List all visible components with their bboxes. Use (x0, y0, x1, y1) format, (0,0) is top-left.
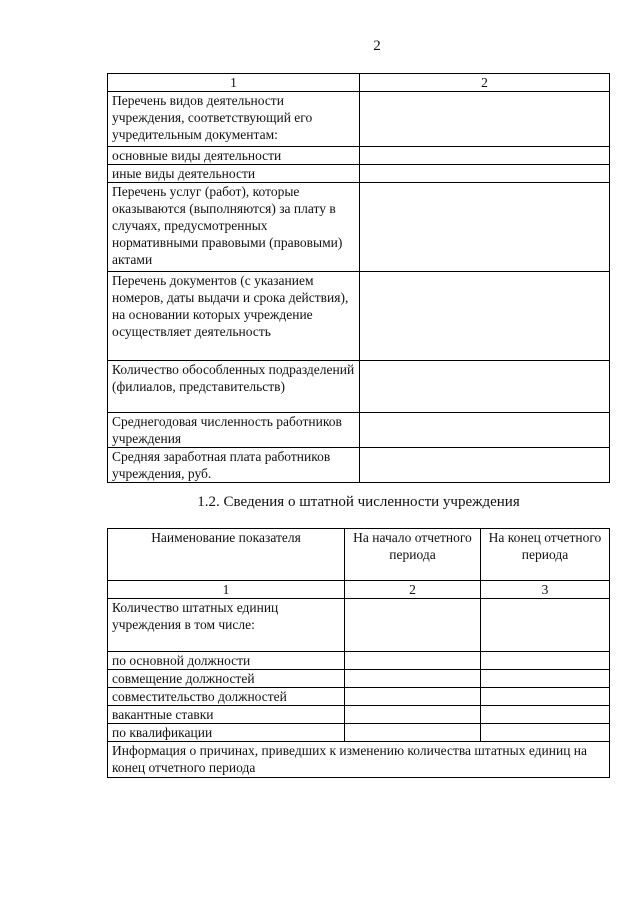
column-header-2: 2 (360, 74, 610, 92)
table-row (108, 448, 610, 483)
start-value-cell[interactable] (345, 688, 481, 706)
table-row (108, 724, 610, 742)
row-value-cell[interactable] (360, 413, 610, 448)
start-value-cell[interactable] (345, 706, 481, 724)
table-row (108, 652, 610, 670)
table-row (108, 165, 610, 183)
table-row (108, 361, 610, 413)
end-value-cell[interactable] (481, 724, 610, 742)
row-label: по квалификации (108, 724, 345, 742)
row-value-cell[interactable] (360, 361, 610, 413)
row-label: Количество штатных единиц учреждения в том числе: (108, 599, 345, 652)
end-value-cell[interactable] (481, 688, 610, 706)
start-value-cell[interactable] (345, 599, 481, 652)
column-header-1: 1 (108, 74, 360, 92)
indicator-name-header: Наименование показателя (108, 529, 345, 581)
end-value-cell[interactable] (481, 599, 610, 652)
row-label: иные виды деятельности (108, 165, 360, 183)
table-row (108, 147, 610, 165)
row-label: Перечень видов деятельности учреждения, соответствующий его учредительным документам: (108, 92, 360, 147)
row-value-cell[interactable] (360, 165, 610, 183)
start-value-cell[interactable] (345, 652, 481, 670)
table-row (108, 92, 610, 147)
row-value-cell[interactable] (360, 448, 610, 483)
row-value-cell[interactable] (360, 183, 610, 272)
table-row (108, 599, 610, 652)
row-value-cell[interactable] (360, 272, 610, 361)
column-number-3: 3 (481, 581, 610, 599)
row-label: Количество обособленных подразделений (филиалов, представительств) (108, 361, 360, 413)
end-value-cell[interactable] (481, 670, 610, 688)
row-label: совмещение должностей (108, 670, 345, 688)
row-label: совместительство должностей (108, 688, 345, 706)
column-number-1: 1 (108, 581, 345, 599)
row-label: Среднегодовая численность работников учреждения (108, 413, 360, 448)
row-value-cell[interactable] (360, 147, 610, 165)
period-start-header: На начало отчетного периода (345, 529, 481, 581)
row-label: Перечень документов (с указанием номеров, даты выдачи и срока действия), на основании которых учреждение осуществляет деятельность (108, 272, 360, 361)
end-value-cell[interactable] (481, 706, 610, 724)
section-title: 1.2. Сведения о штатной численности учреждения (197, 494, 520, 510)
change-reasons-info: Информация о причинах, приведших к изменению количества штатных единиц на конец отчетного периода (108, 742, 610, 778)
table-row (108, 413, 610, 448)
row-label: Перечень услуг (работ), которые оказываются (выполняются) за плату в случаях, предусмотренных нормативными правовыми (правовыми) актами (108, 183, 360, 272)
period-end-header: На конец отчетного периода (481, 529, 610, 581)
activity-info-table (107, 73, 610, 483)
row-label: Средняя заработная плата работников учреждения, руб. (108, 448, 360, 483)
page-number: 2 (373, 38, 381, 54)
table-header-row (108, 529, 610, 581)
table-row (108, 272, 610, 361)
row-label: вакантные ставки (108, 706, 345, 724)
table-row (108, 688, 610, 706)
row-value-cell[interactable] (360, 92, 610, 147)
start-value-cell[interactable] (345, 670, 481, 688)
start-value-cell[interactable] (345, 724, 481, 742)
table-header-row (108, 74, 610, 92)
end-value-cell[interactable] (481, 652, 610, 670)
row-label: по основной должности (108, 652, 345, 670)
table-row (108, 706, 610, 724)
table-row (108, 670, 610, 688)
column-number-2: 2 (345, 581, 481, 599)
table-footer-row (108, 742, 610, 778)
column-number-row (108, 581, 610, 599)
table-row (108, 183, 610, 272)
row-label: основные виды деятельности (108, 147, 360, 165)
staff-count-table (107, 528, 610, 778)
